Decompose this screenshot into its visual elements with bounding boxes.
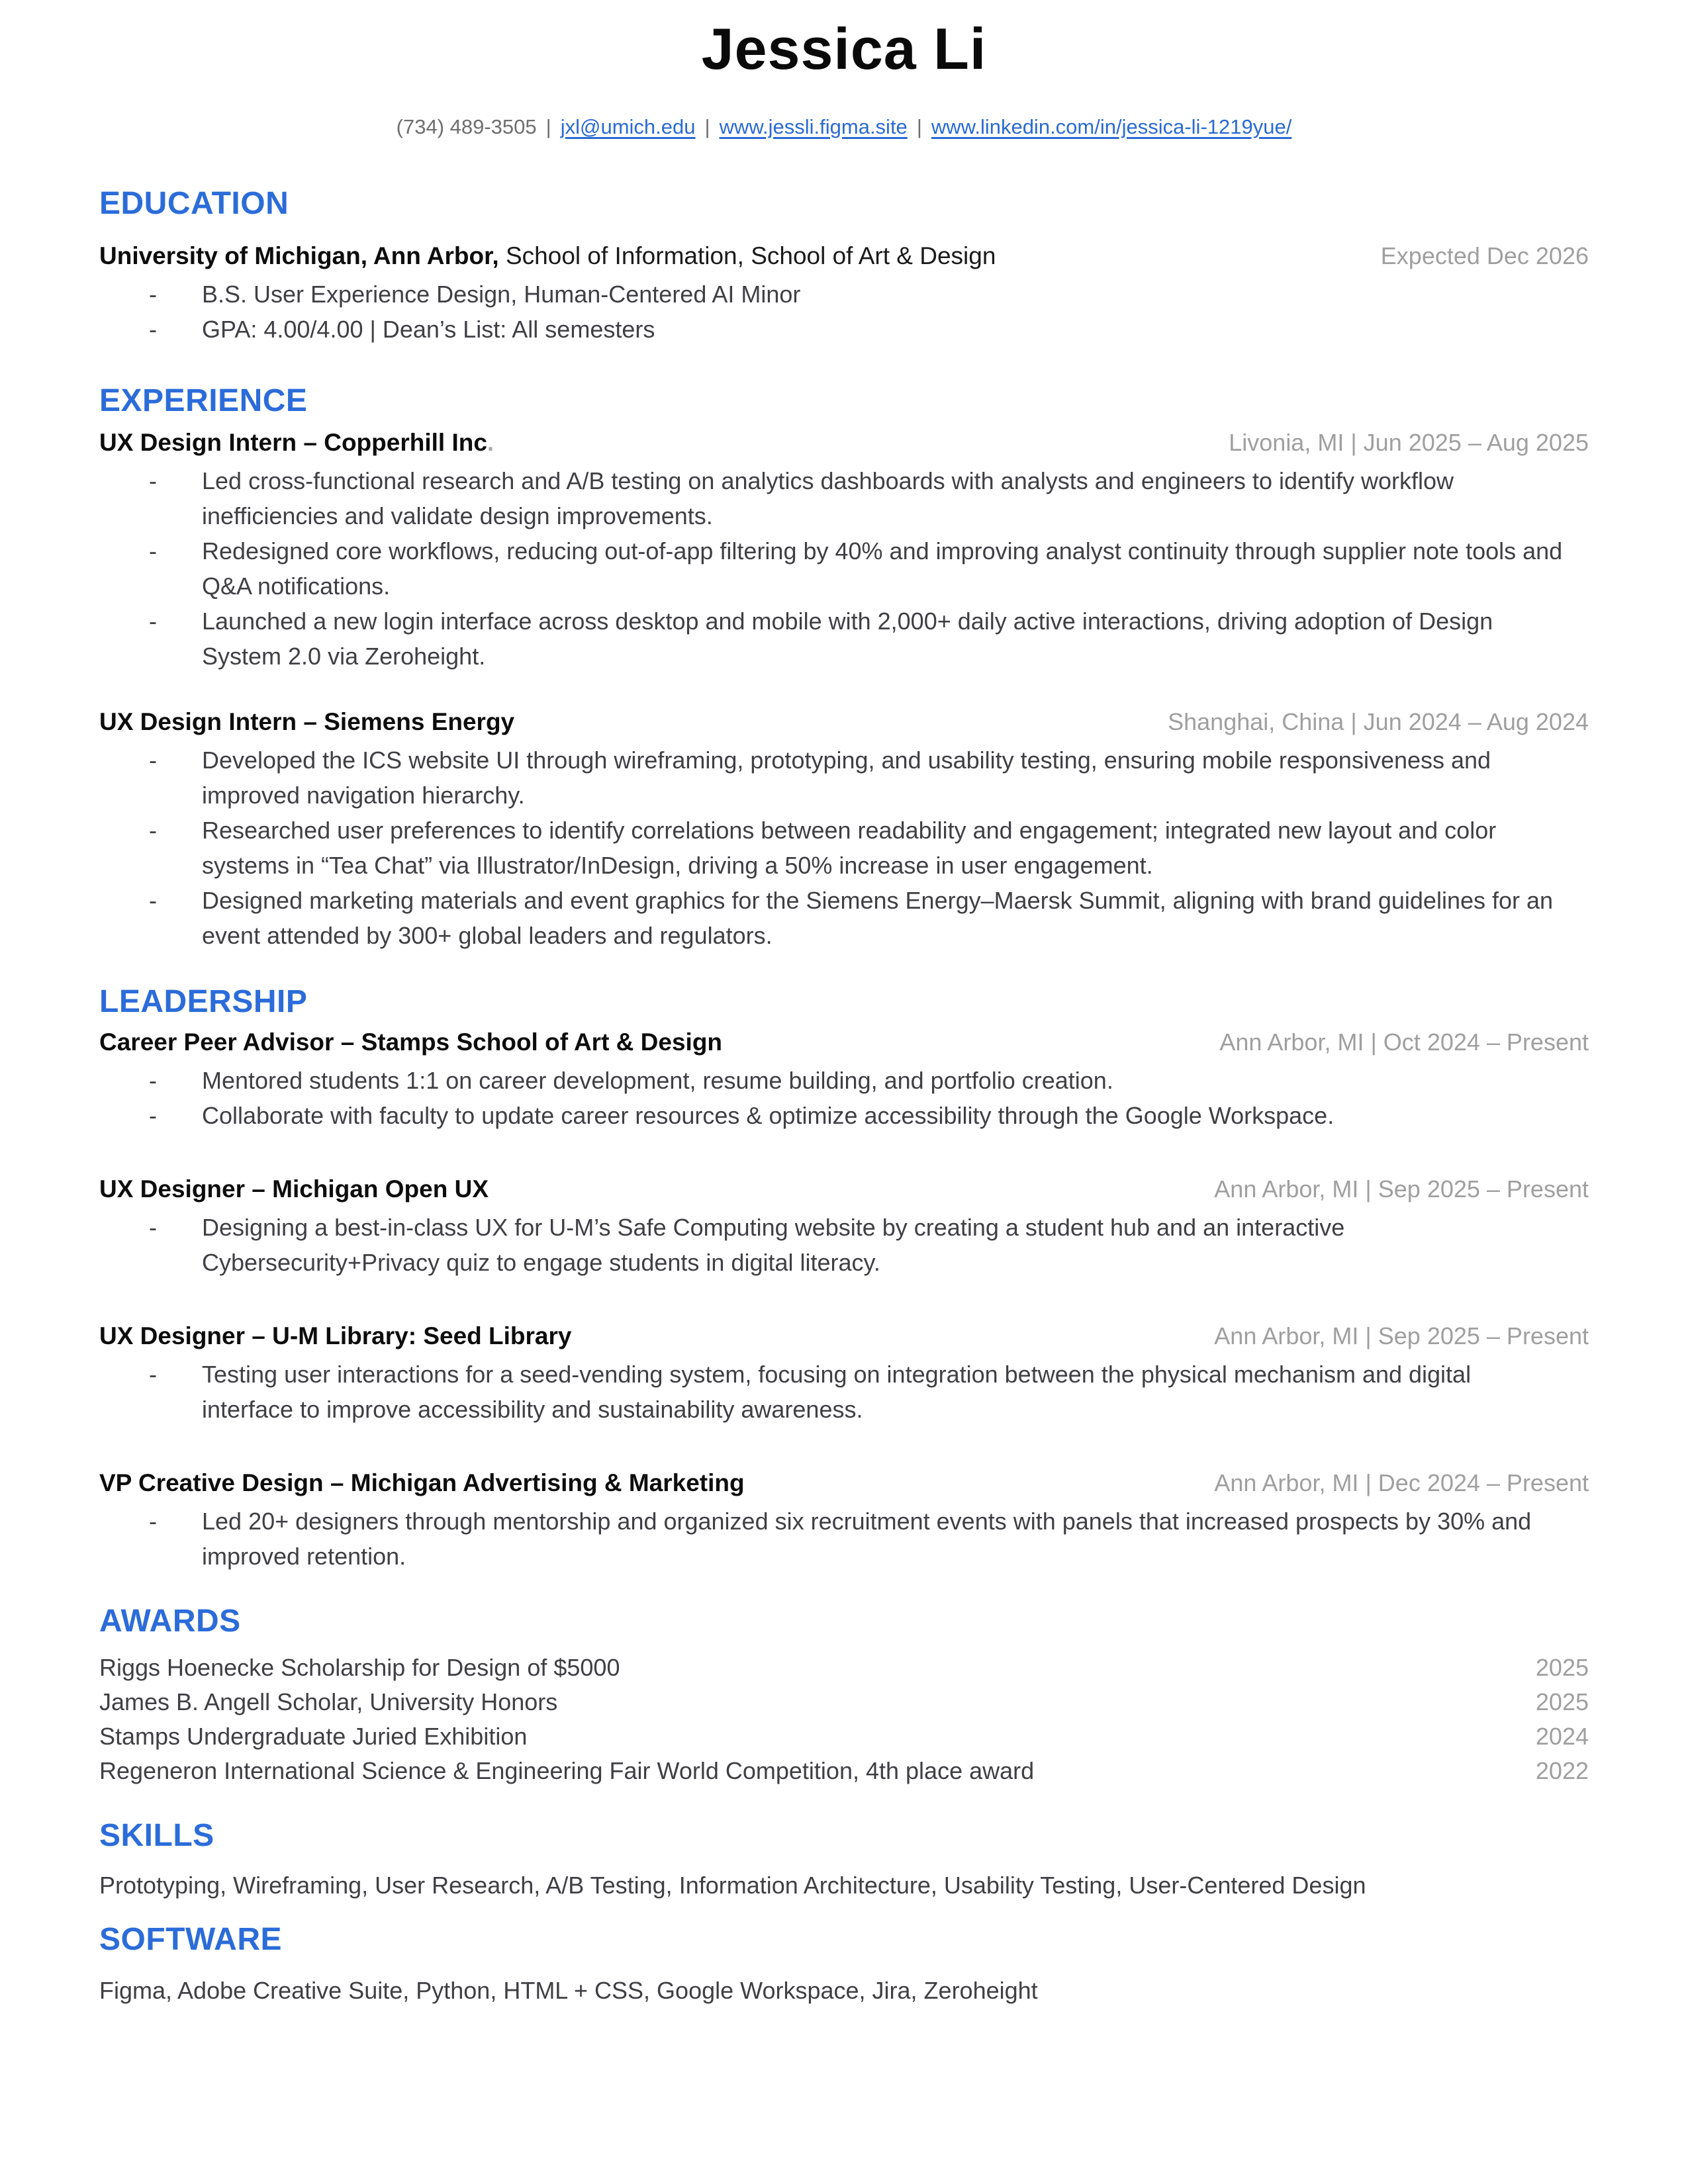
leadership-entry-michigan-open-ux — [99, 1173, 1589, 1280]
entry-header — [99, 1026, 1589, 1059]
skills-text: Prototyping, Wireframing, User Research, A/B Testing, Information Architecture, Usability Testing, User-Centered Design — [99, 1871, 1366, 1899]
award-row — [99, 1754, 1589, 1788]
bullet-text: Developed the ICS website UI through wireframing, prototyping, and usability testing, ensuring mobile responsiveness and improved navigation hierarchy. — [202, 746, 1491, 809]
bullet-marker: - — [149, 1213, 157, 1241]
award-year: 2025 — [1535, 1688, 1589, 1715]
bullet-item — [99, 883, 1589, 953]
role-title: VP Creative Design – Michigan Advertising & Marketing — [99, 1469, 745, 1496]
bullet-item — [99, 813, 1589, 883]
award-year: 2022 — [1535, 1756, 1589, 1784]
bullet-text: Designing a best-in-class UX for U-M’s Safe Computing website by creating a student hub and an interactive Cybersecurity+Privacy quiz to engage students in digital literacy. — [202, 1213, 1345, 1276]
education-date: Expected Dec 2026 — [1380, 242, 1589, 269]
job-bullets — [99, 743, 1589, 953]
role-title: Career Peer Advisor – Stamps School of Art & Design — [99, 1028, 723, 1056]
bullet-marker: - — [149, 537, 157, 565]
email-link[interactable]: jxl@umich.edu — [560, 114, 696, 138]
award-title: Riggs Hoenecke Scholarship for Design of $5000 — [99, 1653, 620, 1681]
job-location-date: Shanghai, China | Jun 2024 – Aug 2024 — [1168, 707, 1589, 735]
leadership-entry-career-peer-advisor — [99, 1026, 1589, 1133]
bullet-text: Led cross-functional research and A/B testing on analytics dashboards with analysts and engineers to identify workflow inefficiencies and validate design improvements. — [202, 467, 1454, 529]
contact-line — [99, 115, 1589, 139]
job-title-text: UX Design Intern – Copperhill Inc — [99, 428, 487, 456]
bullet-item — [99, 743, 1589, 813]
bullet-text: Testing user interactions for a seed-vending system, focusing on integration between the physical mechanism and digital interface to improve accessibility and sustainability awareness. — [202, 1360, 1472, 1423]
bullet-item — [99, 533, 1589, 604]
education-bullets — [99, 277, 1589, 347]
phone-number: (734) 489-3505 — [396, 114, 537, 138]
school-name: University of Michigan, Ann Arbor, — [99, 242, 499, 269]
role-location-date: Ann Arbor, MI | Oct 2024 – Present — [1219, 1028, 1589, 1056]
bullet-item — [99, 1504, 1589, 1574]
bullet-item — [99, 277, 1589, 312]
role-bullets — [99, 1210, 1589, 1280]
award-row — [99, 1719, 1589, 1754]
bullet-marker: - — [149, 816, 157, 844]
awards-list — [99, 1651, 1589, 1788]
bullet-marker: - — [149, 280, 157, 308]
bullet-marker: - — [149, 886, 157, 914]
contact-separator: | — [916, 114, 922, 138]
bullet-marker: - — [149, 607, 157, 635]
bullet-text: Mentored students 1:1 on career development, resume building, and portfolio creation. — [202, 1066, 1113, 1094]
entry-header — [99, 1320, 1589, 1353]
education-entry — [99, 240, 1589, 347]
entry-header — [99, 1173, 1589, 1206]
award-year: 2025 — [1535, 1653, 1589, 1681]
bullet-marker: - — [149, 1066, 157, 1094]
bullet-text: GPA: 4.00/4.00 | Dean’s List: All semesters — [202, 315, 655, 343]
bullet-item — [99, 1210, 1589, 1280]
leadership-entry-vp-creative-design — [99, 1467, 1589, 1574]
award-row — [99, 1685, 1589, 1719]
experience-entry-copperhill — [99, 426, 1589, 674]
job-title — [99, 426, 494, 459]
leadership-entry-seed-library — [99, 1320, 1589, 1427]
section-heading-leadership: LEADERSHIP — [99, 983, 308, 1019]
bullet-item — [99, 1357, 1589, 1427]
entry-header — [99, 705, 1589, 739]
bullet-item — [99, 1098, 1589, 1133]
award-title: Regeneron International Science & Engineering Fair World Competition, 4th place award — [99, 1756, 1035, 1784]
bullet-item — [99, 1063, 1589, 1098]
portfolio-link[interactable]: www.jessli.figma.site — [719, 114, 908, 138]
role-bullets — [99, 1063, 1589, 1133]
role-location-date: Ann Arbor, MI | Dec 2024 – Present — [1214, 1469, 1589, 1496]
section-heading-skills: SKILLS — [99, 1817, 214, 1853]
bullet-text: Led 20+ designers through mentorship and organized six recruitment events with panels that increased prospects by 30% and improved retention. — [202, 1507, 1532, 1570]
bullet-text: Collaborate with faculty to update career resources & optimize accessibility through the Google Workspace. — [202, 1101, 1335, 1129]
bullet-item — [99, 604, 1589, 674]
contact-separator: | — [704, 114, 710, 138]
job-bullets — [99, 463, 1589, 674]
section-heading-education: EDUCATION — [99, 185, 289, 221]
software-text: Figma, Adobe Creative Suite, Python, HTML + CSS, Google Workspace, Jira, Zeroheight — [99, 1976, 1038, 2004]
award-row — [99, 1651, 1589, 1685]
bullet-text: Researched user preferences to identify correlations between readability and engagement; integrated new layout and color systems in “Tea Chat” via Illustrator/InDesign, driving a 50% increase in user engagement. — [202, 816, 1497, 879]
role-title: UX Designer – U-M Library: Seed Library — [99, 1322, 572, 1349]
school-departments: School of Information, School of Art & Design — [498, 242, 996, 269]
bullet-text: Launched a new login interface across desktop and mobile with 2,000+ daily active interactions, driving adoption of Design System 2.0 via Zeroheight. — [202, 607, 1493, 670]
job-title-suffix: . — [487, 428, 494, 456]
section-heading-software: SOFTWARE — [99, 1921, 282, 1957]
bullet-marker: - — [149, 1507, 157, 1535]
award-title: Stamps Undergraduate Juried Exhibition — [99, 1722, 528, 1750]
entry-header — [99, 240, 1589, 273]
bullet-item — [99, 312, 1589, 347]
experience-entry-siemens — [99, 705, 1589, 953]
job-location-date: Livonia, MI | Jun 2025 – Aug 2025 — [1229, 428, 1589, 456]
bullet-marker: - — [149, 1360, 157, 1388]
bullet-text: Redesigned core workflows, reducing out-of-app filtering by 40% and improving analyst continuity through supplier note tools and Q&A notifications. — [202, 537, 1563, 600]
bullet-marker: - — [149, 467, 157, 494]
role-location-date: Ann Arbor, MI | Sep 2025 – Present — [1214, 1322, 1589, 1349]
entry-header — [99, 1467, 1589, 1500]
role-bullets — [99, 1357, 1589, 1427]
bullet-item — [99, 463, 1589, 533]
bullet-text: B.S. User Experience Design, Human-Centered AI Minor — [202, 280, 801, 308]
resume-name: Jessica Li — [701, 16, 987, 81]
linkedin-link[interactable]: www.linkedin.com/in/jessica-li-1219yue/ — [931, 114, 1292, 138]
bullet-text: Designed marketing materials and event graphics for the Siemens Energy–Maersk Summit, aligning with brand guidelines for an event attended by 300+ global leaders and regulators. — [202, 886, 1554, 949]
bullet-marker: - — [149, 315, 157, 343]
award-title: James B. Angell Scholar, University Honors — [99, 1688, 558, 1715]
job-title: UX Design Intern – Siemens Energy — [99, 707, 515, 735]
bullet-marker: - — [149, 746, 157, 774]
bullet-marker: - — [149, 1101, 157, 1129]
section-heading-experience: EXPERIENCE — [99, 383, 308, 418]
contact-separator: | — [545, 114, 551, 138]
role-location-date: Ann Arbor, MI | Sep 2025 – Present — [1214, 1175, 1589, 1203]
education-school-title — [99, 240, 996, 273]
role-bullets — [99, 1504, 1589, 1574]
section-heading-awards: AWARDS — [99, 1603, 241, 1639]
entry-header — [99, 426, 1589, 459]
award-year: 2024 — [1535, 1722, 1589, 1750]
role-title: UX Designer – Michigan Open UX — [99, 1175, 489, 1203]
